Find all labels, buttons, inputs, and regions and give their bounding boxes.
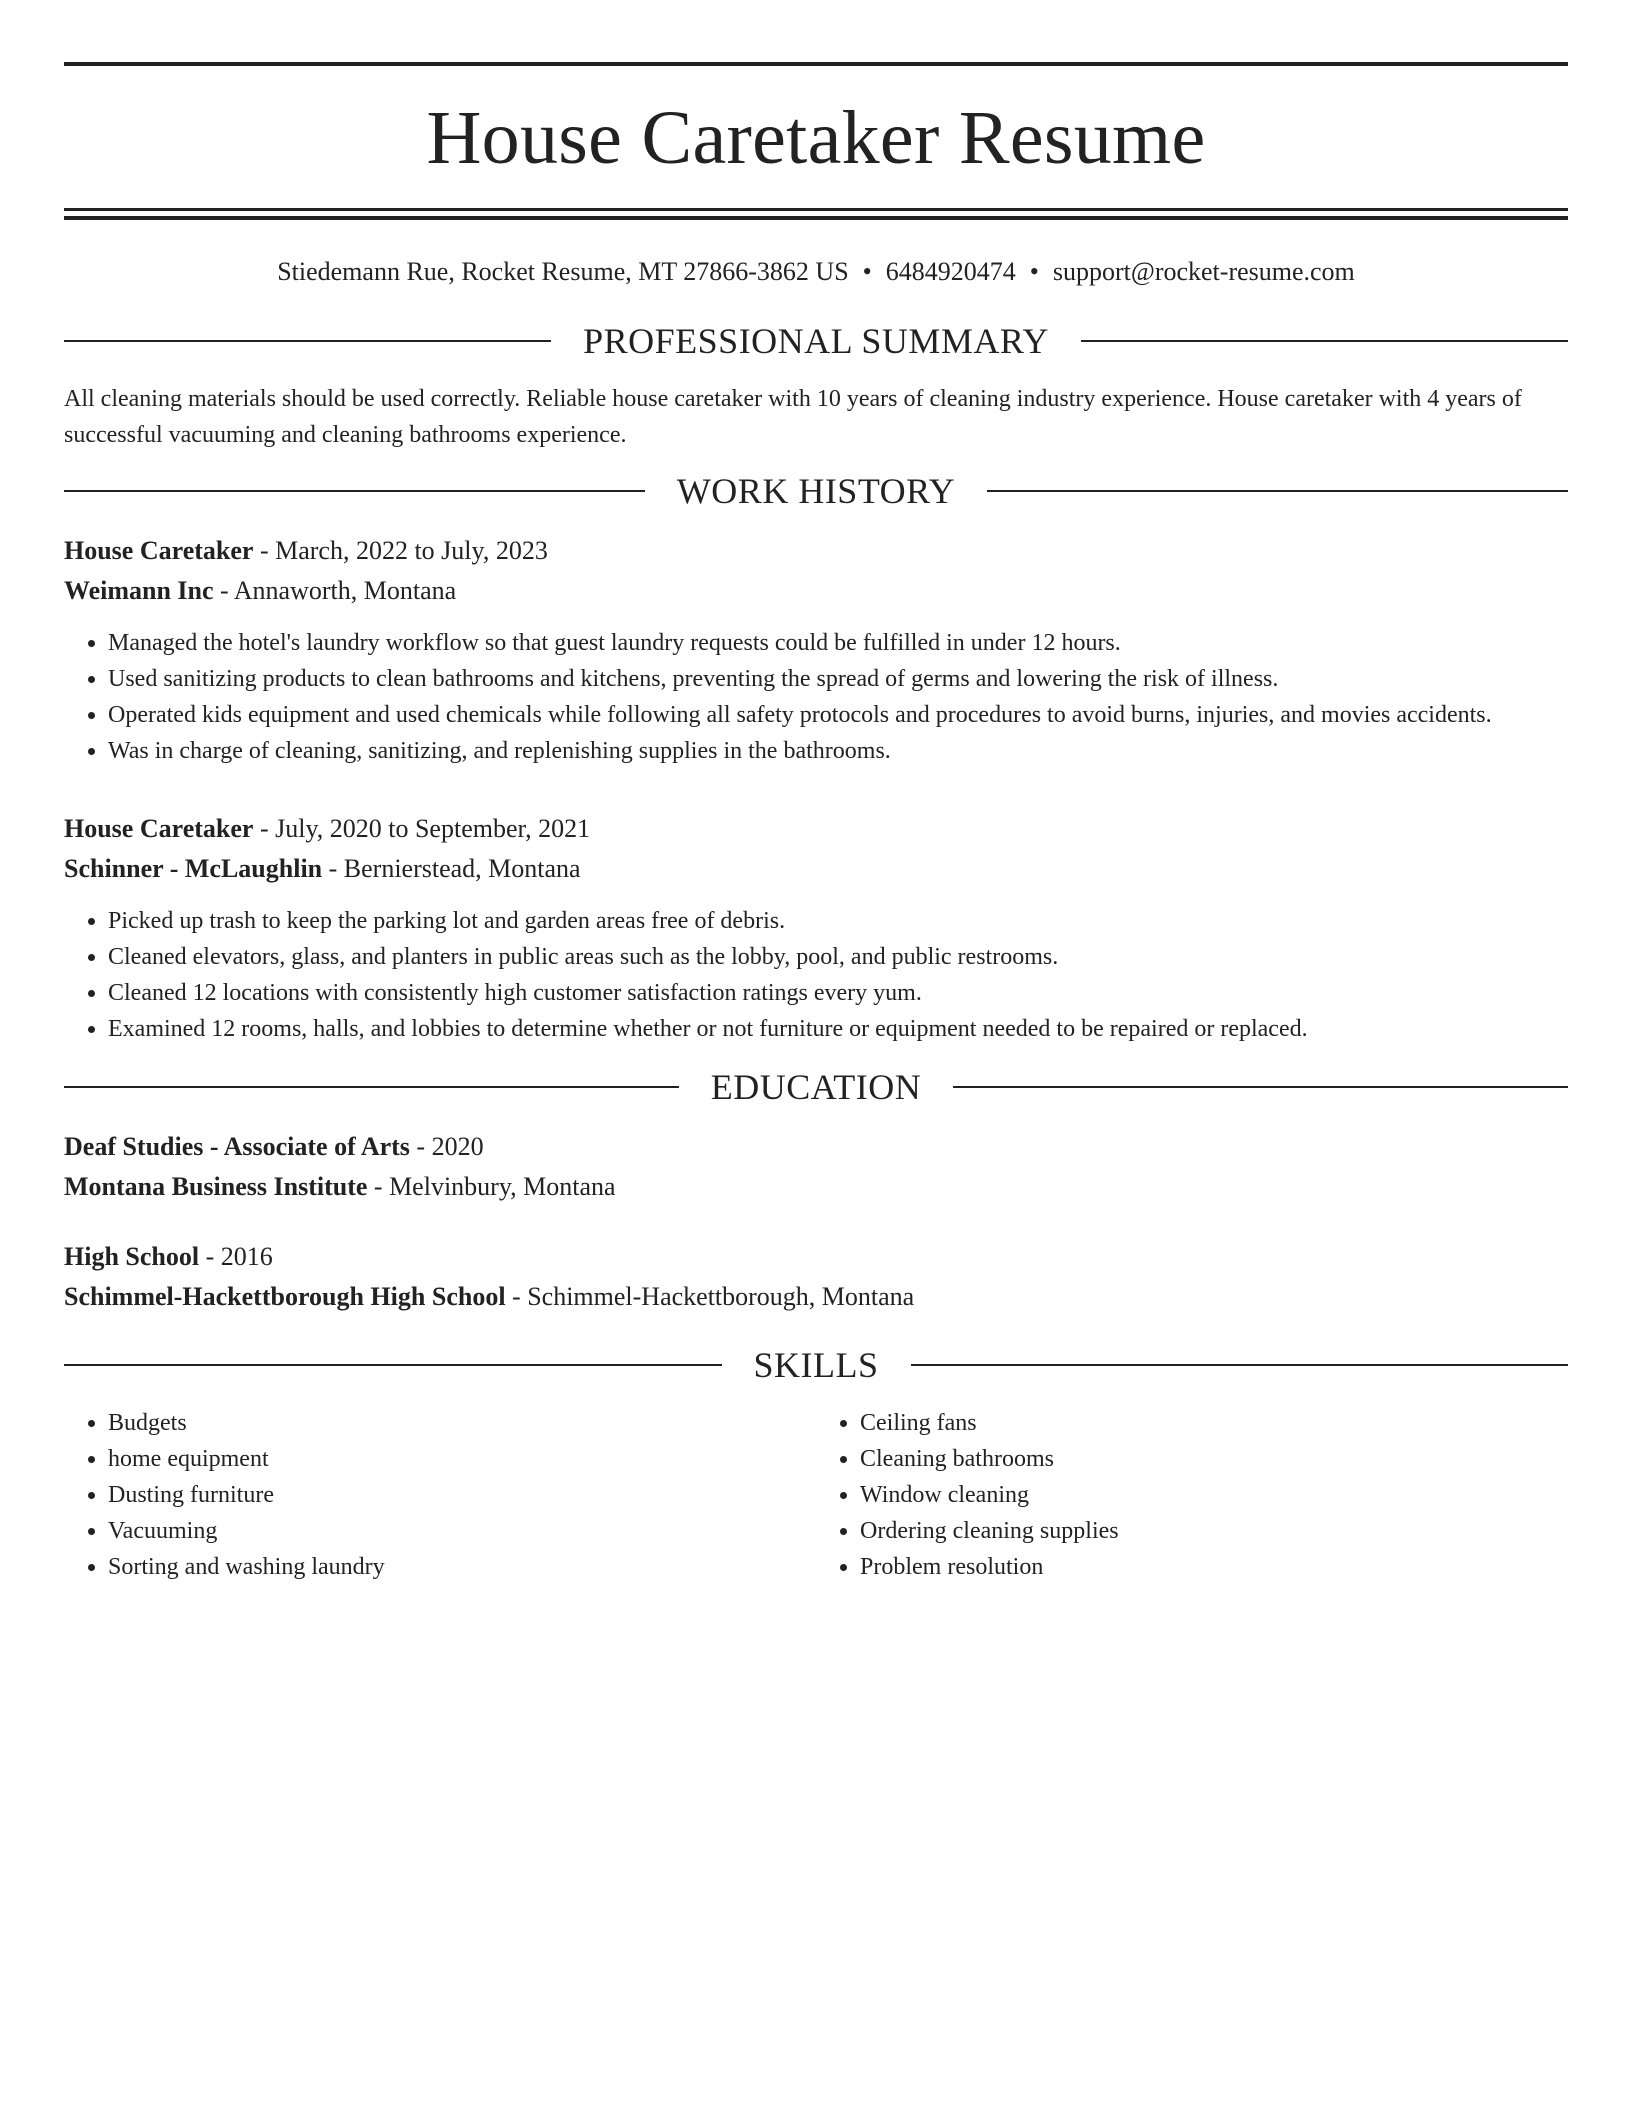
job-company: Weimann Inc bbox=[64, 576, 214, 606]
section-title: EDUCATION bbox=[710, 1067, 922, 1108]
page-title: House Caretaker Resume bbox=[426, 96, 1206, 180]
education-school: Schimmel-Hackettborough High School bbox=[64, 1282, 506, 1312]
skill-item: • Window cleaning bbox=[860, 1477, 1568, 1513]
job-title-line bbox=[64, 809, 1568, 849]
skill-item: • Problem resolution bbox=[860, 1549, 1568, 1585]
skill-item: • home equipment bbox=[108, 1441, 816, 1477]
heading-rule-right bbox=[911, 1364, 1569, 1366]
job-dates: - July, 2020 to September, 2021 bbox=[253, 814, 591, 844]
list-item: • Operated kids equipment and used chemicals while following all safety protocols and procedures to avoid burns, injuries, and movies accidents. bbox=[108, 697, 1568, 733]
education-year: - 2020 bbox=[409, 1132, 484, 1162]
section-heading-skills bbox=[64, 1345, 1568, 1386]
education-year: - 2016 bbox=[199, 1242, 273, 1272]
job-location: - Annaworth, Montana bbox=[213, 576, 457, 606]
job-dates: - March, 2022 to July, 2023 bbox=[253, 536, 548, 566]
skills-columns bbox=[64, 1405, 1568, 1585]
education-degree: Deaf Studies - Associate of Arts bbox=[64, 1132, 410, 1162]
list-item: • Examined 12 rooms, halls, and lobbies to determine whether or not furniture or equipment needed to be repaired or replaced. bbox=[108, 1011, 1568, 1047]
heading-rule-left bbox=[64, 490, 645, 492]
section-heading-education bbox=[64, 1067, 1568, 1108]
job-location: - Bernierstead, Montana bbox=[322, 854, 581, 884]
section-title: PROFESSIONAL SUMMARY bbox=[583, 321, 1049, 362]
education-school-line bbox=[64, 1167, 1568, 1207]
contact-phone: 6484920474 bbox=[885, 257, 1016, 286]
contact-line bbox=[64, 256, 1568, 287]
list-item: • Managed the hotel's laundry workflow so that guest laundry requests could be fulfilled in under 12 hours. bbox=[108, 625, 1568, 661]
heading-rule-right bbox=[1081, 340, 1568, 342]
job-company-line bbox=[64, 849, 1568, 889]
job-title-line bbox=[64, 531, 1568, 571]
education-school-line bbox=[64, 1277, 1568, 1317]
skill-item: • Sorting and washing laundry bbox=[108, 1549, 816, 1585]
skills-right-column bbox=[816, 1405, 1568, 1585]
list-item: • Cleaned 12 locations with consistently high customer satisfaction ratings every yum. bbox=[108, 975, 1568, 1011]
job-title: House Caretaker bbox=[64, 536, 254, 566]
heading-rule-left bbox=[64, 1364, 722, 1366]
list-item: • Picked up trash to keep the parking lot and garden areas free of debris. bbox=[108, 903, 1568, 939]
education-entry bbox=[64, 1237, 1568, 1317]
summary-text: All cleaning materials should be used correctly. Reliable house caretaker with 10 years of cleaning industry experience. House caretaker with 4 years of successful vacuuming and cleaning bathrooms experience. bbox=[64, 386, 1522, 449]
section-heading-work bbox=[64, 471, 1568, 512]
title-double-rule bbox=[64, 208, 1568, 220]
heading-rule-right bbox=[987, 490, 1568, 492]
job-bullets bbox=[64, 903, 1568, 1047]
heading-rule-right bbox=[953, 1086, 1568, 1088]
job-bullets bbox=[64, 625, 1568, 769]
skill-item: • Cleaning bathrooms bbox=[860, 1441, 1568, 1477]
heading-rule-left bbox=[64, 1086, 679, 1088]
skill-item: • Ceiling fans bbox=[860, 1405, 1568, 1441]
education-degree-line bbox=[64, 1127, 1568, 1167]
job-title: House Caretaker bbox=[64, 814, 254, 844]
education-school: Montana Business Institute bbox=[64, 1172, 368, 1202]
section-title: SKILLS bbox=[753, 1345, 879, 1386]
education-entry bbox=[64, 1127, 1568, 1207]
skill-item: • Budgets bbox=[108, 1405, 816, 1441]
contact-address: Stiedemann Rue, Rocket Resume, MT 27866-3862 US bbox=[277, 257, 849, 286]
contact-email: support@rocket-resume.com bbox=[1052, 257, 1355, 286]
education-degree-line bbox=[64, 1237, 1568, 1277]
education-degree: High School bbox=[64, 1242, 200, 1272]
skills-left-column bbox=[64, 1405, 816, 1585]
heading-rule-left bbox=[64, 340, 551, 342]
job-company-line bbox=[64, 571, 1568, 611]
section-heading-summary bbox=[64, 321, 1568, 362]
skill-item: • Vacuuming bbox=[108, 1513, 816, 1549]
section-title: WORK HISTORY bbox=[676, 471, 956, 512]
job-entry bbox=[64, 809, 1568, 1047]
skill-item: • Ordering cleaning supplies bbox=[860, 1513, 1568, 1549]
education-location: - Melvinbury, Montana bbox=[367, 1172, 616, 1202]
list-item: • Was in charge of cleaning, sanitizing, and replenishing supplies in the bathrooms. bbox=[108, 733, 1568, 769]
list-item: • Used sanitizing products to clean bathrooms and kitchens, preventing the spread of germs and lowering the risk of illness. bbox=[108, 661, 1568, 697]
job-company: Schinner - McLaughlin bbox=[64, 854, 323, 884]
education-location: - Schimmel-Hackettborough, Montana bbox=[505, 1282, 915, 1312]
list-item: • Cleaned elevators, glass, and planters in public areas such as the lobby, pool, and public restrooms. bbox=[108, 939, 1568, 975]
skill-item: • Dusting furniture bbox=[108, 1477, 816, 1513]
contact-separator: • bbox=[1029, 257, 1039, 286]
job-entry bbox=[64, 531, 1568, 769]
top-rule bbox=[64, 62, 1568, 66]
contact-separator: • bbox=[862, 257, 872, 286]
